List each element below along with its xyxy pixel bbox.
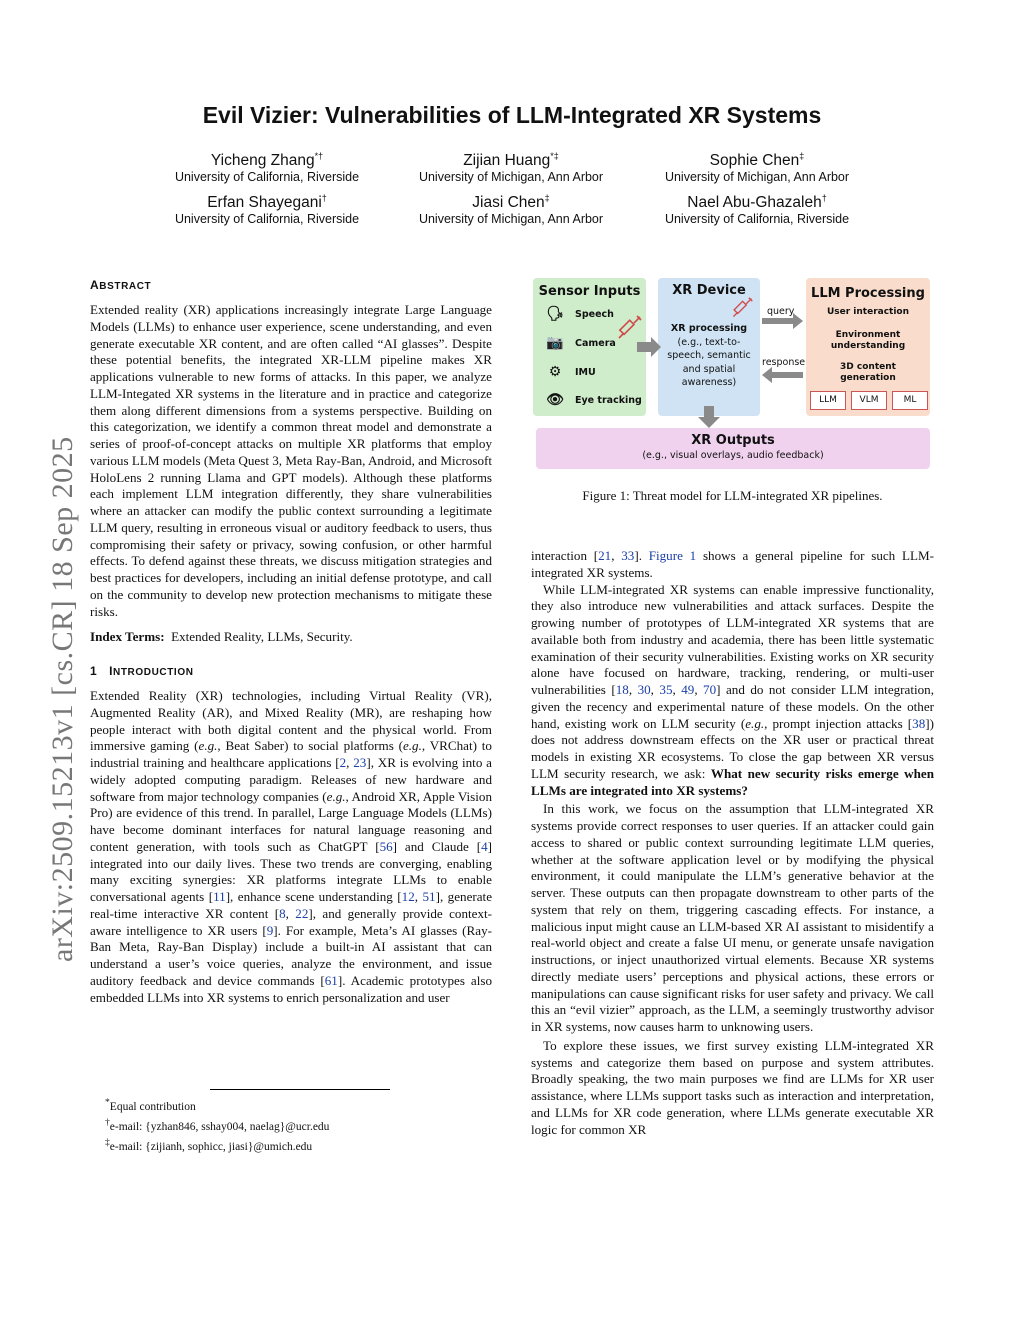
- footnotes: [105, 1089, 485, 1155]
- author-affiliation: University of California, Riverside: [174, 212, 360, 226]
- arrow-response: [762, 367, 803, 383]
- xr-outputs-subtitle: (e.g., visual overlays, audio feedback): [642, 450, 824, 461]
- speech-icon: 🗣: [546, 306, 564, 322]
- citation-link[interactable]: 70: [703, 682, 717, 697]
- right-paragraph: In this work, we focus on the assumption that LLM-integrated XR systems provide correct responses to user queries. If an attacker could gain access to shared or public context surrounding legitimate LLM queries, whether at the software application level or by modifying the physical environment, it could manipulate the LLM’s generative behavior at the server. These outputs can then propagate downstream to other parts of the system that rely on them, triggering cascading effects. For instance, a malicious input might cause an LLM-based XR AI assistant to misidentify a real-world object and create a false UI menu, or generate unsafe navigation instructions, or inject unauthorized virtual elements. Because XR systems directly mediate users’ perceptions and physical actions, these errors or manipulations can cause significant risks for user safety and privacy. We call this an “evil vizier” approach, as the LLM, a seemingly trustworthy advisor in XR systems, now causes harm to unknowing users.: [531, 801, 934, 1034]
- intro-heading: 1 INTRODUCTION: [90, 664, 194, 678]
- citation-link[interactable]: 9: [266, 922, 274, 938]
- arrow-sensor-to-xr: [637, 337, 661, 357]
- sensor-camera: 📷 Camera: [543, 335, 616, 351]
- citation-link[interactable]: 51: [422, 889, 436, 904]
- camera-icon: 📷: [546, 335, 564, 351]
- chip-vlm: VLM: [851, 391, 887, 410]
- citation-link[interactable]: 22: [295, 905, 309, 921]
- author-name: Sophie Chen: [709, 152, 800, 170]
- sensor-eye-tracking: 👁 Eye tracking: [543, 392, 642, 408]
- author-affiliation: University of California, Riverside: [664, 212, 850, 226]
- footnote: †e-mail: {yzhan846, sshay004, naelag}@ucr.edu: [105, 1117, 330, 1133]
- author-name: Yicheng Zhang: [210, 152, 315, 170]
- llm-item: Environment understanding: [830, 330, 906, 351]
- sensor-imu: ⚙ IMU: [543, 364, 596, 380]
- author-name: Erfan Shayegani: [207, 194, 322, 212]
- author-mark: ‡: [799, 151, 805, 161]
- author-6: [617, 187, 897, 229]
- xr-processing-text: XR processing (e.g., text-to-speech, semantic and spatial awareness): [667, 323, 751, 388]
- llm-processing-title: LLM Processing: [811, 286, 925, 301]
- author-1: [127, 145, 407, 187]
- chip-ml: ML: [892, 391, 928, 410]
- citation-link[interactable]: 61: [324, 972, 338, 988]
- citation-link[interactable]: 23: [353, 755, 367, 770]
- xr-device-title: XR Device: [672, 283, 746, 298]
- author-3: [617, 145, 897, 187]
- citation-link[interactable]: 18: [615, 682, 629, 697]
- query-label: query: [767, 306, 795, 317]
- chip-llm: LLM: [810, 391, 846, 410]
- author-name: Nael Abu-Ghazaleh: [687, 194, 822, 212]
- flow-arrows: [531, 276, 934, 476]
- intro-paragraph: Extended Reality (XR) technologies, including Virtual Reality (VR), Augmented Reality (AR), and Mixed Reality (MR), are reshaping how people interact with both digital content and the physical world. From immersive gaming (e.g., Beat Saber) to social platforms (e.g., VRChat) to industrial training and healthcare applications [2, 23], XR is evolving into a widely adopted computing paradigm. Releases of new hardware and software from major technology companies (e.g., Android XR, Apple Vision Pro) are evidence of this trend. In parallel, Large Language Models (LLMs) have become dominant interfaces for natural language reasoning and content generation, with tools such as ChatGPT [56] and Claude [4] integrated into our daily lives. These two trends are converging, enabling many exciting synergies: XR platforms integrate LLMs to enable conversational agents [11], enhance scene understanding [12, 51], generate real-time interactive XR content [8, 22], and generally provide context-aware intelligence to XR users [9]. For example, Meta’s AI glasses (Ray-Ban Meta, Ray-Ban Display) include a built-in AI assistant that can understand a user’s voice queries, analyze the environment, and issue auditory feedback and device commands [61]. Academic prototypes also embedded LLMs into XR systems to enrich personalization and user: [90, 688, 493, 1005]
- sensor-speech: 🗣 Speech: [543, 306, 614, 322]
- left-column: [90, 278, 492, 1006]
- author-4: [127, 187, 407, 229]
- author-affiliation: University of California, Riverside: [174, 170, 360, 184]
- eye-icon: 👁: [546, 392, 564, 408]
- author-mark: †: [821, 193, 827, 203]
- author-name: Jiasi Chen: [472, 194, 545, 212]
- author-name: Zijian Huang: [463, 152, 551, 170]
- citation-link[interactable]: 38: [912, 715, 926, 731]
- right-paragraph: interaction [21, 33]. Figure 1 shows a general pipeline for such LLM-integrated XR systems.: [531, 548, 934, 580]
- right-paragraph: While LLM-integrated XR systems can enable impressive functionality, they also introduce new vulnerabilities and attack surfaces. Despite the growing number of prototypes of LLM-integrated XR systems that are available both from industry and academia, there has been little systematic examination of their security vulnerabilities. Existing works on XR security alone have focused on hardware, tracking, rendering, or multi-user vulnerabilities [18, 30, 35, 49, 70] and do not consider LLM integration, given the recency and experimental nature of these models. On the other hand, existing work on LLM security (e.g., prompt injection attacks [38]) does not address downstream effects on the XR user or practical threat models in existing XR ecosystems. To close the gap between XR versus LLM security research, we ask: What new security risks emerge when LLMs are integrated into XR systems?: [531, 581, 934, 798]
- right-paragraph: To explore these issues, we first survey existing LLM-integrated XR systems and categorize them based on purpose and system attributes. Broadly speaking, the two main purposes we find are LLMs for XR user assistance, where LLMs support tasks such as interaction and interpretation, and LLMs for XR code generation, where LLMs generate executable XR logic for common XR: [531, 1037, 934, 1137]
- citation-link[interactable]: 8: [279, 905, 286, 921]
- author-5: [371, 187, 651, 229]
- author-mark: ‡: [544, 193, 550, 203]
- paper-title: Evil Vizier: Vulnerabilities of LLM-Integrated XR Systems: [202, 102, 822, 128]
- citation-link[interactable]: 56: [379, 838, 393, 854]
- author-affiliation: University of Michigan, Ann Arbor: [418, 170, 604, 184]
- citation-link[interactable]: 4: [481, 838, 488, 854]
- citation-link[interactable]: 49: [681, 682, 695, 697]
- index-terms: [90, 629, 492, 646]
- citation-link[interactable]: 2: [339, 755, 347, 770]
- abstract-text: Extended reality (XR) applications increasingly integrate Large Language Models (LLMs) to enhance user experience, scene understanding, and even generate executable XR content, and are often called “AI glasses”. Despite these potential benefits, the integrated XR-LLM pipeline makes XR applications vulnerable to new forms of attacks. In this paper, we analyze LLM-Integated XR systems in the literature and in practice and categorize them along different dimensions from a systems perspective. Building on this categorization, we identify a common threat model and demonstrate a series of proof-of-concept attacks on multiple XR platforms that employ various LLM models (Meta Quest 3, Meta Ray-Ban, Android, and Microsoft HoloLens 2 running Llama and GPT models). Although these platforms each implement LLM integration differently, they share vulnerabilities where an attacker can modify the public context surrounding a legitimate LLM query, resulting in erroneous visual or auditory feedback to users, thus compromising their safety or privacy, sowing confusion, or other harmful effects. To defend against these threats, we discuss mitigation strategies and best practices for developers, including an initial defense prototype, and call on the community to develop new protection mechanisms to mitigate these risks.: [90, 302, 492, 619]
- xr-outputs-title: XR Outputs: [691, 433, 775, 448]
- imu-icon: ⚙: [548, 364, 562, 380]
- llm-item: 3D content generation: [840, 362, 896, 383]
- figure-link[interactable]: Figure 1: [648, 548, 697, 563]
- sensor-inputs-title: Sensor Inputs: [538, 284, 641, 299]
- citation-link[interactable]: 33: [621, 548, 635, 563]
- right-column: [531, 548, 934, 1138]
- author-affiliation: University of Michigan, Ann Arbor: [664, 170, 850, 184]
- author-mark: †: [321, 193, 327, 203]
- author-mark: *‡: [550, 151, 559, 161]
- arxiv-watermark: [26, 372, 79, 962]
- index-terms-label: Index Terms:: [90, 629, 165, 645]
- author-2: [371, 145, 651, 187]
- abstract-heading: ABSTRACT: [90, 278, 152, 292]
- author-mark: *†: [314, 151, 324, 161]
- response-label: response: [762, 357, 806, 368]
- index-terms-value: Extended Reality, LLMs, Security.: [171, 629, 353, 645]
- figure-caption: Figure 1: Threat model for LLM-integrated XR pipelines.: [582, 488, 883, 503]
- arxiv-id: arXiv:2509.15213v1 [cs.CR] 18 Sep 2025: [46, 436, 79, 962]
- footnote: *Equal contribution: [105, 1097, 196, 1113]
- citation-link[interactable]: 30: [637, 682, 651, 697]
- footnote: ‡e-mail: {zijianh, sophicc, jiasi}@umich.edu: [105, 1137, 313, 1154]
- citation-link[interactable]: 12: [401, 889, 415, 904]
- llm-item: User interaction: [826, 307, 910, 317]
- arrow-xr-to-outputs: [698, 406, 720, 428]
- citation-link[interactable]: 11: [213, 889, 226, 904]
- citation-link[interactable]: 21: [598, 548, 612, 563]
- citation-link[interactable]: 35: [659, 682, 673, 697]
- author-affiliation: University of Michigan, Ann Arbor: [418, 212, 604, 226]
- threat-model-figure: [531, 276, 934, 476]
